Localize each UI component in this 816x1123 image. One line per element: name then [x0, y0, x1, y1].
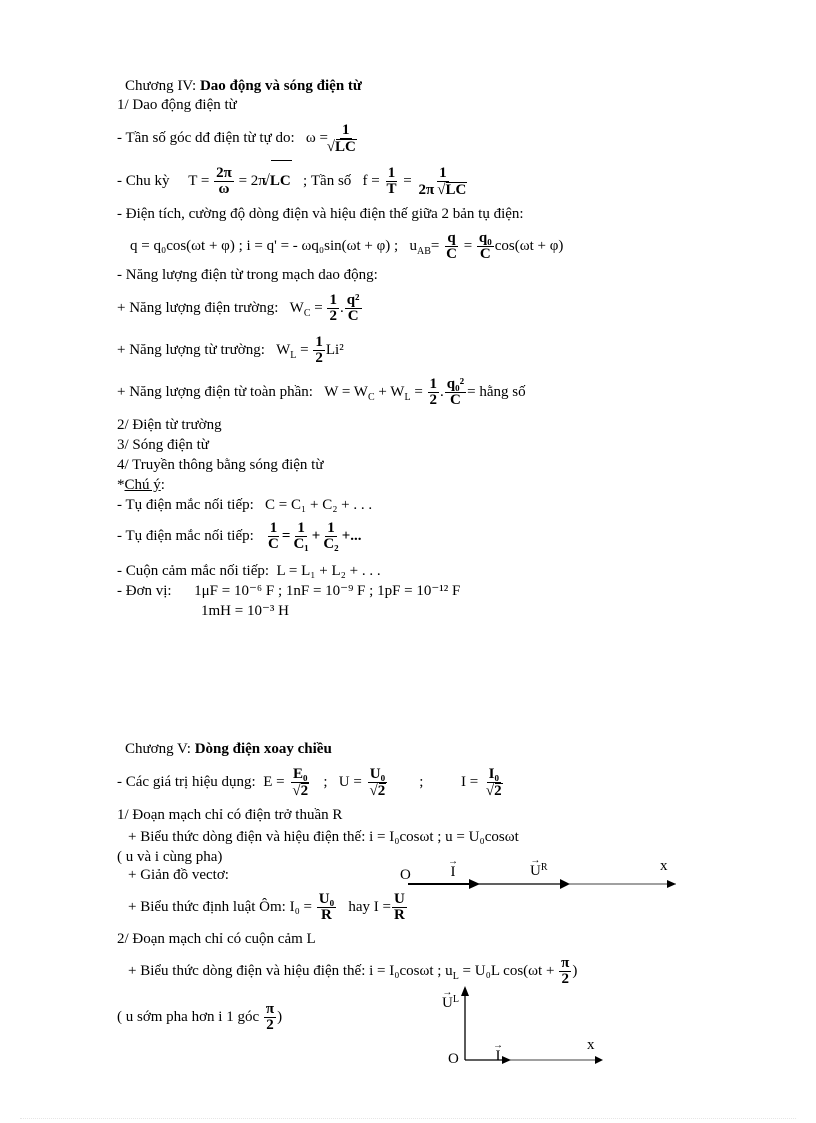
d1-current-label: → I — [448, 856, 458, 880]
ch4-section-3: 3/ Sóng điện từ — [117, 437, 209, 453]
x-axis-arrow — [667, 880, 676, 888]
resistor-phase: ( u và i cùng pha) — [117, 849, 223, 865]
ch4-section-4: 4/ Truyền thông bằng sóng điện từ — [117, 457, 324, 473]
units-line-2: 1mH = 10⁻³ H — [201, 603, 289, 619]
d2-voltage-label: → U $_L$ — [442, 987, 459, 1011]
effective-values-line: - Các giá trị hiệu dụng: E = E₀ √ 2 ; U = U₀ √ 2 ; I = I₀ √ 2 — [117, 760, 506, 804]
chapter-4-title: Dao động và sóng điện từ — [199, 78, 362, 94]
d1-x-label: x — [660, 858, 668, 874]
omega-formula: 1 √ LC — [333, 123, 359, 155]
d1-origin: O — [400, 867, 411, 883]
units-line-1: - Đơn vị: 1μF = 10⁻⁶ F ; 1nF = 10⁻⁹ F ; 1pF = 10⁻¹² F — [117, 583, 461, 599]
inductor-phase: ( u sớm pha hơn i 1 góc $\frac{\pi}{2}$ ) — [117, 1001, 283, 1034]
voltage-vector-arrow — [560, 879, 570, 889]
chapter-4-heading: Chương IV: Dao động và sóng điện từ — [125, 78, 362, 94]
charge-equations: q = q₀cos(ωt + φ) ; i = q' = - ωq₀sin(ωt + φ) ; $u_{AB}=$ $\frac{q}{C}$ = $\frac{\text{q₀}}{C}$ cos(ωt + φ) — [130, 230, 564, 263]
ch5-section-1: 1/ Đoạn mạch chỉ có điện trở thuần R — [117, 807, 343, 823]
energy-heading: - Năng lượng điện từ trong mạch dao động: — [117, 267, 378, 283]
period-line: - Chu kỳ T = $\frac{2\pi}{\omega}$ = 2π √ LC ; Tần số f = $\frac{1}{T}$ = $\frac{1}{2\pi√ LC}$ — [117, 160, 470, 201]
d2-current-label: → I — [493, 1040, 503, 1064]
chapter-5-heading: Chương V: Dòng điện xoay chiều — [125, 741, 332, 757]
inductor-series: - Cuộn cảm mắc nối tiếp: L = L₁ + L₂ + . . . — [117, 563, 381, 579]
electric-energy-line: + Năng lượng điện trường: $W_C$ = $\frac{1}{2}$ . $\frac{\text{q²}}{C}$ — [117, 292, 360, 325]
d2-x-label: x — [587, 1037, 595, 1053]
inductor-expression: + Biểu thức dòng điện và hiệu điện thế: i = I₀cosωt ; $u_L = U_0L$ cos(ωt + $\frac{\pi}{2}$ ) — [128, 955, 578, 988]
page-bottom-border — [20, 1118, 796, 1119]
ohm-law-line: + Biểu thức định luật Ôm: I₀ = $\frac{\text{U₀}}{R}$ hay I = $\frac{U}{R}$ — [128, 891, 405, 924]
capacitor-series-2: - Tụ điện mắc nối tiếp: $\frac{1}{C}$ = $\frac{1}{\text{C₁}}$ + $\frac{1}{\text{C₂}}$ +... — [117, 520, 362, 553]
d2-origin: O — [448, 1051, 459, 1067]
charge-heading: - Điện tích, cường độ dòng điện và hiệu điện thế giữa 2 bản tụ điện: — [117, 206, 524, 222]
angular-frequency-line: - Tần số góc dđ điện từ tự do: ω = 1 √ LC — [117, 118, 360, 158]
vector-diagram-inductor — [455, 980, 610, 1070]
note-heading: *Chú ý: — [117, 477, 165, 493]
resistor-expression: + Biểu thức dòng điện và hiệu điện thế: i = I₀cosωt ; u = U₀cosωt — [128, 829, 519, 845]
ch4-section-1: 1/ Dao động điện từ — [117, 97, 237, 113]
total-energy-line: + Năng lượng điện từ toàn phần: $W = W_C + W_L$ = $\frac{1}{2}$ . $\frac{\text{q₀²}}{C}$ = hằng số — [117, 376, 526, 409]
chapter-5-title: Dòng điện xoay chiều — [194, 741, 332, 757]
x-axis-arrow — [595, 1056, 603, 1064]
voltage-vector-arrow — [461, 986, 469, 996]
current-vector-arrow — [502, 1056, 511, 1064]
frequency-fraction: $\frac{1}{2\pi√ LC}$ — [416, 166, 469, 198]
ch4-section-2: 2/ Điện từ trường — [117, 417, 222, 433]
capacitor-series-1: - Tụ điện mắc nối tiếp: C = C₁ + C₂ + . . . — [117, 497, 373, 513]
period-fraction: $\frac{2\pi}{\omega}$ — [216, 165, 232, 198]
magnetic-energy-line: + Năng lượng từ trường: $W_L$ = $\frac{1}{2}$ Li² — [117, 334, 344, 367]
d1-voltage-label: → U $_R$ — [530, 855, 548, 879]
ch5-section-2: 2/ Đoạn mạch chỉ có cuộn cảm L — [117, 931, 316, 947]
vector-diagram-label: + Giản đồ vectơ: — [128, 867, 229, 883]
